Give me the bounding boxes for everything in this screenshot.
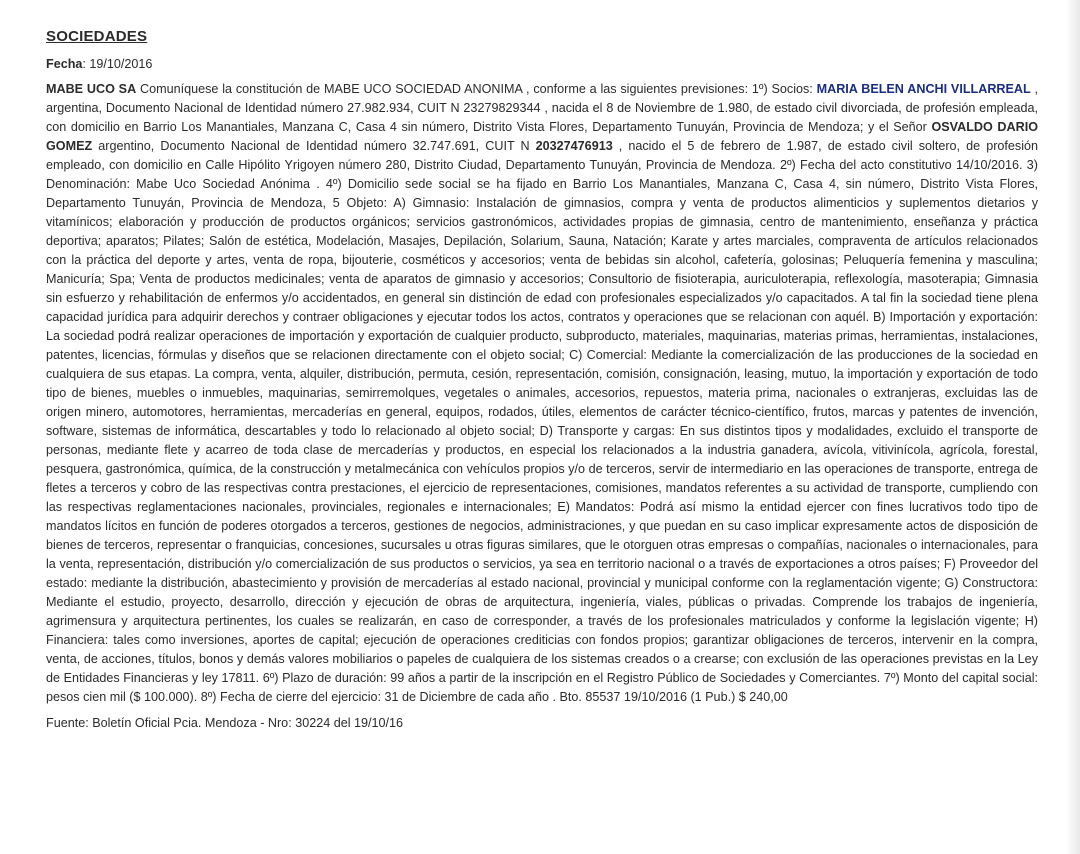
partner-2-cuit: 20327476913 [535,139,613,153]
fecha-line [46,57,1038,71]
notice-text-3: argentino, Documento Nacional de Identidad número 32.747.691, CUIT N [92,139,536,153]
fecha-label: Fecha [46,57,83,71]
notice-text-1: Comuníquese la constitución de MABE UCO SOCIEDAD ANONIMA , conforme a las siguientes previsiones: 1º) Socios: [136,82,817,96]
partner-2-name: OSVALDO DARIO GOMEZ [46,120,1038,153]
page-edge-shadow [1066,0,1080,854]
notice-text-4: , nacido el 5 de febrero de 1.987, de estado civil soltero, de profesión empleado, con domicilio en Calle Hipólito Yrigoyen número 280, Distrito Ciudad, Departamento Tunuyán, Provincia de Mendoza. 2º) Fecha del acto constitutivo 14/10/2016. 3) Denominación: Mabe Uco Sociedad Anónima . 4º) Domicilio sede social se ha fijado en Barrio Los Manantiales, Manzana C, Casa 4, sin número, Distrito Vista Flores, Departamento Tunuyán, Provincia de Mendoza, 5 Objeto: A) Gimnasio: Instalación de gimnasios, compra y venta de productos alimenticios y suplementos dietarios y vitamínicos; elaboración y producción de productos orgánicos; servicios gastronómicos, actividades propias de gimnasia, centro de mantenimiento, enseñanza y práctica deportiva; aparatos; Pilates; Salón de estética, Modelación, Masajes, Depilación, Solarium, Sauna, Natación; Karate y artes marciales, compraventa de artículos relacionados con la práctica del deporte y artes, venta de ropa, bijouterie, cosméticos y accesorios; venta de bebidas sin alcohol, cafetería, golosinas; Peluquería femenina y masculina; Manicuría; Spa; Venta de productos medicinales; venta de aparatos de gimnasio y accesorios; Consultorio de fisioterapia, auriculoterapia, reflexología, masoterapia; Gimnasia sin esfuerzo y rehabilitación de enfermos y/o accidentados, en general sin distinción de edad con profesionales especializados y/o capacitados. A tal fin la sociedad tiene plena capacidad jurídica para adquirir derechos y contraer obligaciones y ejecutar todos los actos, contratos y operaciones que se relacionan con aquél. B) Importación y exportación: La sociedad podrá realizar operaciones de importación y exportación de cualquier producto, subproducto, materiales, maquinarias, materias primas, herramientas, instalaciones, patentes, licencias, fórmulas y diseños que se relacionen directamente con el objeto social; C) Comercial: Mediante la comercialización de las producciones de la sociedad en cualquiera de sus etapas. La compra, venta, alquiler, distribución, permuta, cesión, representación, comisión, consignación, leasing, mutuo, la importación y exportación de todo tipo de bienes, muebles o inmuebles, maquinarias, semirremolques, vegetales o animales, accesorios, repuestos, materia prima, nacionales o extranjeras, excluidas las de origen minero, automotores, herramientas, mercaderías en general, equipos, rodados, útiles, elementos de carácter técnico-científico, frutos, marcas y patentes de invención, software, sistemas de informática, descartables y todo lo relacionado al objeto social; D) Transporte y cargas: En sus distintos tipos y modalidades, excluido el transporte de personas, mediante flete y acarreo de toda clase de mercaderías y productos, en especial los relacionados a la industria ganadera, avícola, vitivinícola, agrícola, forestal, pesquera, gastronómica, química, de la construcción y metalmecánica con vehículos propios y/o de terceros, servir de intermediario en las operaciones de transporte, entrega de fletes a terceros y cobro de las respectivas contra prestaciones, el ejercicio de representaciones, comisiones, mandatos referentes a su actividad de transporte, cumpliendo con las respectivas reglamentaciones nacionales, provinciales, regionales e internacionales; E) Mandatos: Podrá así mismo la entidad ejercer con fines lucrativos todo tipo de mandatos lícitos en función de poderes otorgados a terceros, gestiones de negocios, administraciones, y que puedan en su caso implicar expresamente actos de disposición de bienes de terceros, representar o franquicias, concesiones, sucursales u otras figuras similares, que le otorguen otras empresas o compañías, nacionales o internacionales, para la venta, representación, distribución y/o comercialización de sus productos o servicios, ya sea en territorio nacional o a través de exportaciones a otros países; F) Proveedor del estado: mediante la distribución, abastecimiento y provisión de mercaderías al estado nacional, provincial y municipal conforme con la reglamentación vigente; G) Constructora: Mediante el estudio, proyecto, desarrollo, dirección y ejecución de obras de arquitectura, ingeniería, viales, públicas o privadas. Comprende los trabajos de ingeniería, agrimensura y arquitectura pertinentes, los cuales se realizarán, en caso de corresponder, a través de los profesionales matriculados y conforme la legislación vigente; H) Financiera: tales como inversiones, aportes de capital; ejecución de operaciones crediticias con fondos propios; garantizar obligaciones de terceros, intervenir en la compra, venta, de acciones, títulos, bonos y demás valores mobiliarios o papeles de cualquiera de los sistemas creados o a crearse; con exclusión de las operaciones previstas en la Ley de Entidades Financieras y ley 17811. 6º) Plazo de duración: 99 años a partir de la inscripción en el Registro Público de Sociedades y Comerciantes. 7º) Monto del capital social: pesos cien mil ($ 100.000). 8º) Fecha de cierre del ejercicio: 31 de Diciembre de cada año . Bto. 85537 19/10/2016 (1 Pub.) $ 240,00 [46,139,1038,704]
notice-paragraph [46,80,1038,707]
source-line: Fuente: Boletín Oficial Pcia. Mendoza - Nro: 30224 del 19/10/16 [46,716,404,730]
fecha-separator: : [82,57,90,71]
section-title: SOCIEDADES [46,28,148,45]
document-body [46,28,1038,730]
notice-text-2: , argentina, Documento Nacional de Identidad número 27.982.934, CUIT N 23279829344 , nacida el 8 de Noviembre de 1.980, de estado civil divorciada, de profesión empleada, con domicilio en Barrio Los Manantiales, Manzana C, Casa 4 sin número, Distrito Vista Flores, Departamento Tunuyán, Provincia de Mendoza; y el Señor [46,82,1039,134]
fecha-value: 19/10/2016 [89,57,153,71]
company-name: MABE UCO SA [46,82,137,96]
partner-1-name[interactable]: MARIA BELEN ANCHI VILLARREAL [816,82,1031,96]
